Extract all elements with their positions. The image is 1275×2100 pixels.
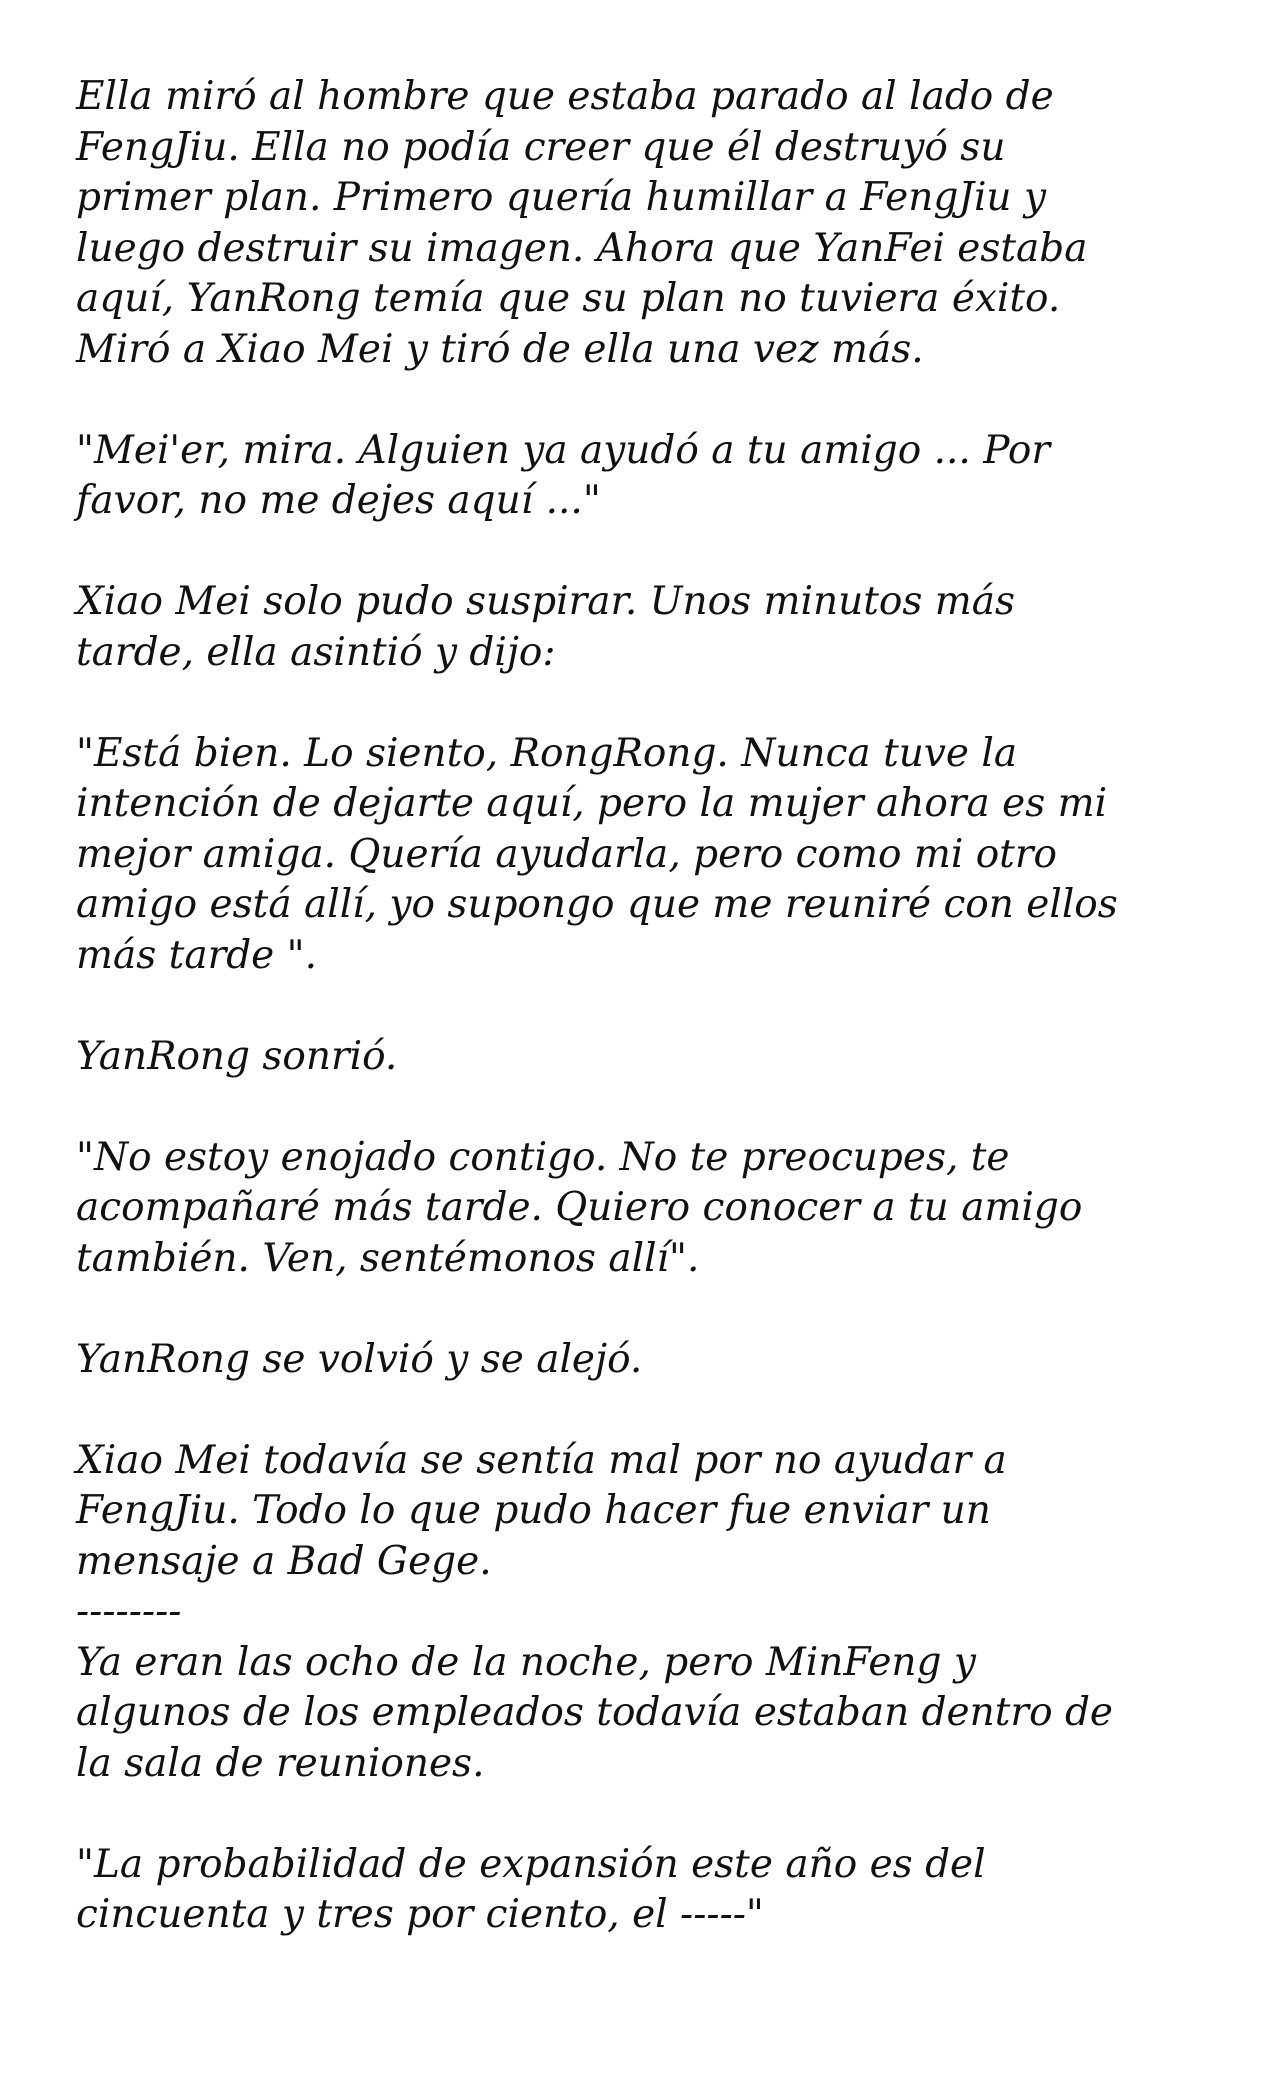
paragraph: "No estoy enojado contigo. No te preocupes, te acompañaré más tarde. Quiero conocer a tu amigo también. Ven, sentémonos allí". xyxy=(76,1134,1083,1281)
paragraph: Ya eran las ocho de la noche, pero MinFeng y algunos de los empleados todavía estaban dentro de la sala de reuniones. xyxy=(76,1639,1113,1786)
paragraph: Xiao Mei todavía se sentía mal por no ayudar a FengJiu. Todo lo que pudo hacer fue enviar un mensaje a Bad Gege. xyxy=(76,1437,1007,1584)
paragraph: YanRong sonrió. xyxy=(76,1033,398,1079)
paragraph: Ella miró al hombre que estaba parado al lado de FengJiu. Ella no podía creer que él destruyó su primer plan. Primero quería humillar a FengJiu y luego destruir su imagen. Ahora que YanFei estaba aquí, YanRong temía que su plan no tuviera éxito. Miró a Xiao Mei y tiró de ella una vez más. xyxy=(76,74,1088,372)
paragraph: "La probabilidad de expansión este año es del cincuenta y tres por ciento, el -----" xyxy=(76,1841,986,1937)
paragraph: "Está bien. Lo siento, RongRong. Nunca tuve la intención de dejarte aquí, pero la mujer ahora es mi mejor amiga. Quería ayudarla, pero como mi otro amigo está allí, yo supongo que me reuniré con ellos más tarde ". xyxy=(76,730,1118,978)
paragraph: YanRong se volvió y se alejó. xyxy=(76,1336,643,1382)
section-divider: -------- xyxy=(76,1589,182,1634)
paragraph: "Mei'er, mira. Alguien ya ayudó a tu amigo ... Por favor, no me dejes aquí ..." xyxy=(76,427,1050,523)
paragraph: Xiao Mei solo pudo suspirar. Unos minutos más tarde, ella asintió y dijo: xyxy=(76,579,1016,675)
